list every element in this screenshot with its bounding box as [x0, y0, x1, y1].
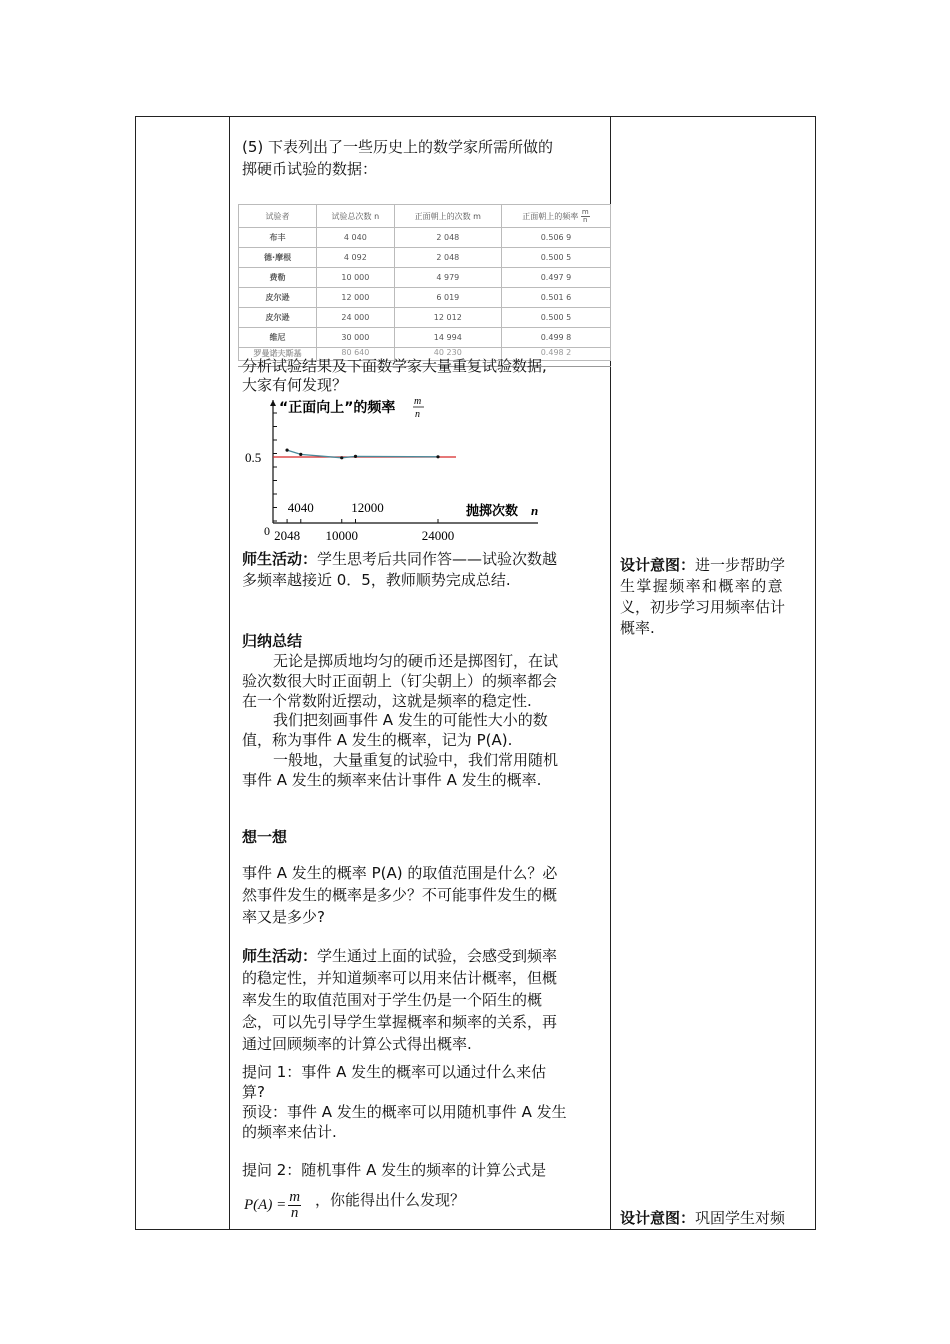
- table-left-border: [135, 116, 136, 1230]
- freq-num: m: [581, 207, 589, 216]
- design-intent-2-label: 设计意图：: [620, 1209, 696, 1227]
- coin-table-cell: 0.501 6: [501, 288, 610, 308]
- coin-table-cell: 4 040: [317, 228, 395, 248]
- coin-table-cell: 6 019: [394, 288, 501, 308]
- formula-den: n: [290, 1205, 299, 1221]
- coin-table-cell: 14 994: [394, 328, 501, 348]
- summary-p1-line1: 无论是掷质地均匀的硬币还是掷图钉，在试: [273, 652, 559, 670]
- coin-table-cell: 0.498 2: [501, 348, 610, 361]
- coin-table-cell: 0.497 9: [501, 268, 610, 288]
- question1-line3: 预设：事件 A 发生的概率可以用随机事件 A 发生: [242, 1103, 567, 1121]
- data-point: [436, 455, 439, 458]
- summary-p3-line2: 事件 A 发生的频率来估计事件 A 发生的概率.: [242, 771, 542, 789]
- question1-line1: 提问 1：事件 A 发生的概率可以通过什么来估: [242, 1063, 547, 1081]
- coin-table-cell: 维尼: [239, 328, 317, 348]
- think-line3: 率又是多少?: [242, 908, 325, 926]
- data-point: [285, 449, 288, 452]
- y-axis-arrow: [270, 400, 276, 406]
- col-header-experimenter: 试验者: [239, 205, 317, 228]
- coin-table-cell: 皮尔逊: [239, 288, 317, 308]
- teacher-activity-2-line5: 通过回顾频率的计算公式得出概率.: [242, 1035, 472, 1053]
- summary-heading: 归纳总结: [242, 632, 303, 650]
- coin-table-cell: 2 048: [394, 248, 501, 268]
- coin-table-cell: 德·摩根: [239, 248, 317, 268]
- design-intent-1-label: 设计意图：: [620, 556, 696, 574]
- x-tick-label: 2048: [274, 528, 301, 543]
- table-bottom-border: [135, 1229, 815, 1230]
- coin-table-cell: 0.500 5: [501, 248, 610, 268]
- chart-title: “正面向上”的频率: [279, 400, 396, 416]
- formula-lhs: P(A) =: [244, 1197, 287, 1213]
- teacher-activity-2-label: 师生活动：: [242, 947, 318, 965]
- table-top-border: [135, 116, 815, 117]
- formula-num: m: [289, 1189, 301, 1205]
- coin-table-cell: 皮尔逊: [239, 308, 317, 328]
- x-tick-label: 12000: [351, 500, 384, 515]
- section5-line2: 掷硬币试验的数据：: [242, 160, 378, 178]
- table-right-border: [815, 116, 816, 1230]
- x-tick-label: 10000: [325, 528, 358, 543]
- teacher-activity-2: [242, 946, 557, 967]
- teacher-activity-1-label: 师生活动：: [242, 550, 318, 568]
- coin-toss-table: [238, 204, 611, 361]
- design-intent-2: [620, 1208, 785, 1229]
- question2-after: ，你能得出什么发现？: [315, 1191, 466, 1209]
- coin-table-row: [239, 248, 611, 268]
- coin-table-cell: 10 000: [317, 268, 395, 288]
- teacher-activity-1-line1: 学生思考后共同作答——试验次数越: [317, 550, 558, 568]
- question2-line1: 提问 2：随机事件 A 发生的频率的计算公式是: [242, 1161, 547, 1179]
- chart-title-frac-den: n: [415, 409, 420, 420]
- chart-title-frac-num: m: [414, 396, 422, 407]
- coin-table-cell: 布丰: [239, 228, 317, 248]
- design-intent-1-line4: 概率.: [620, 619, 655, 637]
- coin-table-cell: 0.506 9: [501, 228, 610, 248]
- summary-p2-line1: 我们把刻画事件 A 发生的可能性大小的数: [273, 711, 548, 729]
- design-intent-1-line3: 义，初步学习用频率估计: [620, 598, 786, 616]
- coin-table-cell: 费勒: [239, 268, 317, 288]
- teacher-activity-2-line4: 念，可以先引导学生掌握概率和频率的关系，再: [242, 1013, 558, 1031]
- question1-line2: 算?: [242, 1083, 265, 1101]
- coin-table-cell: 0.499 8: [501, 328, 610, 348]
- x-tick-label: 24000: [421, 528, 455, 543]
- question1-line4: 的频率来估计.: [242, 1123, 337, 1141]
- coin-table-cell: 30 000: [317, 328, 395, 348]
- coin-table-header-row: [239, 205, 611, 228]
- coin-table-cell: 12 000: [317, 288, 395, 308]
- col-header-frequency-fraction: [581, 209, 590, 224]
- coin-table-cell: 0.500 5: [501, 308, 610, 328]
- x-axis-label: 抛掷次数: [466, 504, 519, 519]
- teacher-activity-2-line1: 学生通过上面的试验，会感受到频率: [317, 947, 558, 965]
- origin-label: 0: [264, 524, 270, 538]
- col-header-frequency: [501, 205, 610, 228]
- coin-table-row: [239, 328, 611, 348]
- design-intent-2-text: 巩固学生对频: [695, 1209, 786, 1227]
- teacher-activity-2-line3: 率发生的取值范围对于学生仍是一个陌生的概: [242, 991, 543, 1009]
- coin-table-cell: 80 640: [317, 348, 395, 361]
- coin-table-cell: 罗曼诺夫斯基: [239, 348, 317, 361]
- teacher-activity-1-line2: 多频率越接近 0．5，教师顺势完成总结.: [242, 571, 511, 589]
- analysis-line2: 大家有何发现？: [242, 376, 348, 394]
- coin-table-cell: 4 092: [317, 248, 395, 268]
- data-point: [299, 453, 302, 456]
- think-line2: 然事件发生的概率是多少？不可能事件发生的概: [242, 886, 558, 904]
- think-heading: 想一想: [242, 828, 288, 846]
- data-point: [340, 456, 343, 459]
- analysis-line1: 分析试验结果及下面数学家大量重复试验数据,: [242, 357, 547, 375]
- col-header-frequency-label: 正面朝上的频率: [522, 211, 579, 221]
- coin-table-row: [239, 308, 611, 328]
- section5-line1: (5) 下表列出了一些历史上的数学家所需所做的: [242, 138, 554, 156]
- summary-p3-line1: 一般地，大量重复的试验中，我们常用随机: [273, 751, 559, 769]
- coin-table-cell: 12 012: [394, 308, 501, 328]
- summary-p1-line3: 在一个常数附近摆动，这就是频率的稳定性.: [242, 692, 532, 710]
- summary-p1-line2: 验次数很大时正面朝上（钉尖朝上）的频率都会: [242, 672, 558, 690]
- design-intent-1-line2: 生掌握频率和概率的意: [620, 577, 785, 595]
- column-divider-1: [229, 116, 230, 1230]
- col-header-heads: 正面朝上的次数 m: [394, 205, 501, 228]
- frequency-chart: [238, 395, 558, 545]
- coin-table-row: [239, 288, 611, 308]
- data-point: [354, 455, 357, 458]
- coin-table-row: [239, 228, 611, 248]
- coin-table-cell: 40 230: [394, 348, 501, 361]
- frequency-formula: [244, 1190, 301, 1221]
- formula-fraction: [288, 1190, 301, 1221]
- freq-den: n: [583, 215, 588, 224]
- x-tick-label: 4040: [287, 500, 314, 515]
- design-intent-1-line1: 进一步帮助学: [695, 556, 786, 574]
- design-intent-1: [620, 555, 810, 576]
- x-axis-label-var: n: [531, 503, 539, 518]
- coin-table-row: [239, 268, 611, 288]
- col-header-total: 试验总次数 n: [317, 205, 395, 228]
- summary-p2-line2: 值，称为事件 A 发生的概率，记为 P(A).: [242, 731, 513, 749]
- coin-table-cell: 2 048: [394, 228, 501, 248]
- teacher-activity-2-line2: 的稳定性，并知道频率可以用来估计概率，但概: [242, 969, 558, 987]
- coin-table-cell: 24 000: [317, 308, 395, 328]
- think-line1: 事件 A 发生的概率 P(A) 的取值范围是什么？必: [242, 864, 558, 882]
- reference-line-label: 0.5: [245, 450, 262, 465]
- teacher-activity-1: [242, 549, 557, 570]
- coin-table-cell: 4 979: [394, 268, 501, 288]
